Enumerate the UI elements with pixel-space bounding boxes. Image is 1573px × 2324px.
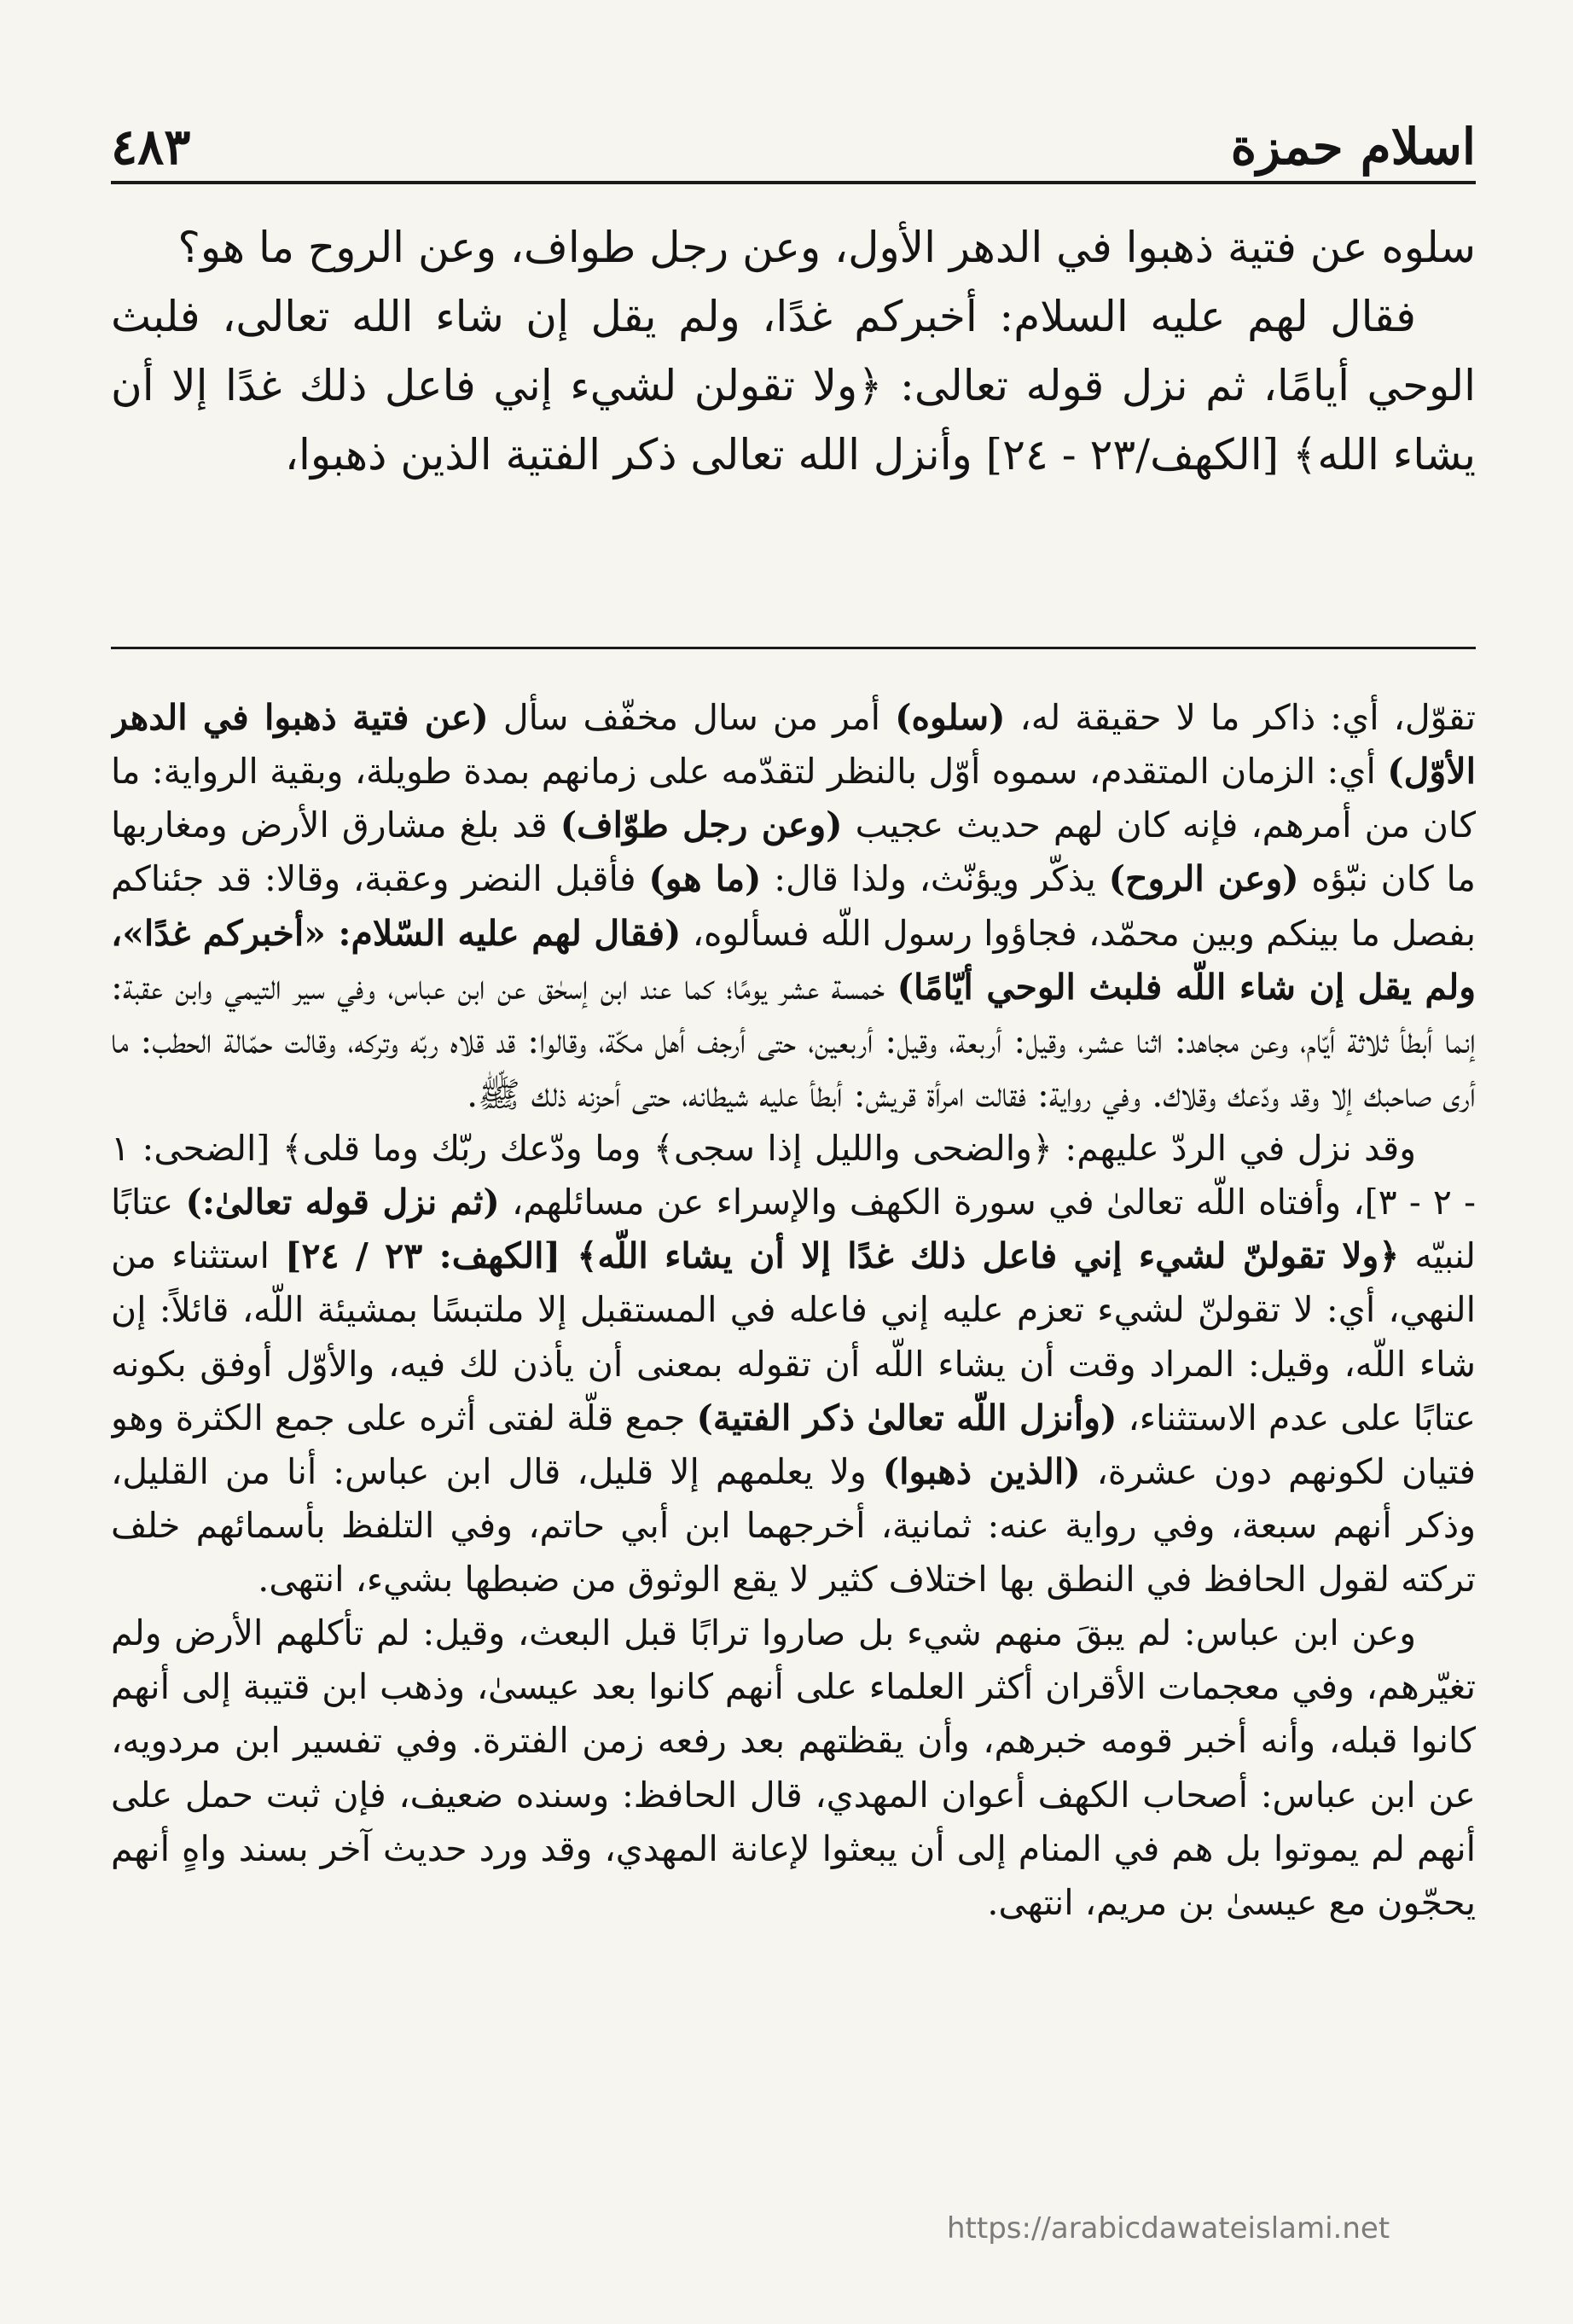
main-paragraph: فقال لهم عليه السلام: أخبركم غدًا، ولم يقل إن شاء الله تعالى، فلبث الوحي أيامًا، ثم نزل قوله تعالى: ﴿ولا تقولن لشيء إني فاعل ذلك غدًا إلا أن يشاء الله﴾ [الكهف/٢٣ - ٢٤] وأنزل الله تعالى ذكر الفتية الذين ذهبوا، [111,292,1476,479]
watermark-url: https://arabicdawateislami.net [947,2211,1390,2246]
commentary-text: قد بلغ مشارق الأرض ومغاربها ما كان نبّؤه [111,805,1476,900]
quoted-phrase: (الذين ذهبوا) [882,1450,1081,1492]
commentary-text: فأقبل النضر وعقبة، وقالا: قد جئناكم بفصل ما بينكم وبين محمّد، فجاؤوا رسول اللّه فسألوه، [111,858,1476,954]
section-divider [111,647,1476,649]
commentary [111,691,1476,2227]
book-page [111,94,1476,2278]
quoted-phrase: (فقال لهم عليه السّلام: «أخبركم غدًا»، ولم يقل إن شاء اللّه فلبث الوحي أيّامًا) [111,912,1476,1008]
main-text [111,213,1476,631]
running-header [111,109,1476,184]
commentary-text: يذكّر ويؤنّث، ولذا قال: [761,858,1109,900]
commentary-text: جمع قلّة لفتى أثره على جمع الكثرة وهو فتيان لكونهم دون عشرة، [111,1397,1476,1492]
quoted-phrase: (ثم نزل قوله تعالىٰ:) [185,1182,500,1223]
quoted-phrase: (سلوه) [895,697,1006,738]
quoted-phrase: (وعن رجل طوّاف) [560,805,843,846]
page-number: ٤٨٣ [111,118,191,176]
commentary-text: تقوّل، أي: ذاكر ما لا حقيقة له، [1005,697,1476,738]
commentary-paragraph: وعن ابن عباس: لم يبقَ منهم شيء بل صاروا ترابًا قبل البعث، وقيل: لم تأكلهم الأرض ولم تغيّرهم، وفي معجمات الأقران أكثر العلماء على أنهم كانوا بعد عيسىٰ، وذهب ابن قتيبة إلى أنهم كانوا قبله، وأنه أخبر قومه خبرهم، وأن يقظتهم بعد رفعه زمن الفترة. وفي تفسير ابن مردويه، عن ابن عباس: أصحاب الكهف أعوان المهدي، قال الحافظ: وسنده ضعيف، فإن ثبت حمل على أنهم لم يموتوا بل هم في المنام إلى أن يبعثوا لإعانة المهدي، وقد ورد حديث آخر بسند واهٍ أنهم يحجّون مع عيسىٰ بن مريم، انتهى. [111,1612,1476,1923]
commentary-text: ولا يعلمهم إلا قليل، قال ابن عباس: أنا من القليل، وذكر أنهم سبعة، وفي رواية عنه: ثمانية، أخرجهما ابن أبي حاتم، وفي التلفظ بأسمائهم خلف تركته لقول الحافظ في النطق بها اختلاف كثير لا يقع الوثوق من ضبطها بشيء، انتهى. [111,1450,1476,1600]
commentary-paragraph [111,691,1476,1122]
commentary-text: خمسة عشر يومًا؛ كما عند ابن إسحٰق عن ابن عباس، وفي سير التيمي وابن عقبة: إنما أبطأ ثلاثة أيّام، وعن مجاهد: اثنا عشر، وقيل: أربعة، وقيل: أربعين، حتى أرجف أهل مكّة، وقالوا: قد قلاه ربّه وتركه، وقالت حمّالة الحطب: ما أرى صاحبك إلا وقد ودّعك وقلاك. وفي رواية: فقالت امرأة قريش: أبطأ عليه شيطانه، حتى أحزنه ذلك ﷺ. [111,966,1476,1115]
quoted-phrase: (ما هو) [648,858,762,900]
quoted-phrase: (وعن الروح) [1108,858,1299,900]
commentary-text: عتابًا لنبيّه [111,1182,1476,1277]
header-rule [111,181,1476,184]
quoted-phrase: (وأنزل اللّه تعالىٰ ذكر الفتية) [696,1397,1117,1438]
commentary-text: أي: الزمان المتقدم، سموه أوّل بالنظر لتقدّمه على زمانهم بمدة طويلة، وبقية الرواية: ما كان من أمرهم، فإنه كان لهم حديث عجيب [111,751,1476,846]
commentary-paragraph [111,1122,1476,1606]
chapter-title: اسلام حمزة [1230,118,1476,176]
commentary-text: أمر من سال مخفّف سأل [488,697,896,738]
quoted-phrase: ﴿ولا تقولنّ لشيء إني فاعل ذلك غدًا إلا أن يشاء اللّه﴾ [الكهف: ٢٣ / ٢٤] [285,1235,1400,1277]
main-paragraph: سلوه عن فتية ذهبوا في الدهر الأول، وعن رجل طواف، وعن الروح ما هو؟ [177,223,1476,272]
quoted-phrase: (عن فتية ذهبوا في الدهر الأوّل) [111,697,1476,793]
commentary-text: استثناء من النهي، أي: لا تقولنّ لشيء تعزم عليه إني فاعله في المستقبل إلا ملتبسًا بمشيئة اللّه، قائلاً: إن شاء اللّه، وقيل: المراد وقت أن يشاء اللّه أن تقوله بمعنى أن يأذن لك فيه، والأوّل أوفق بكونه عتابًا على عدم الاستثناء، [111,1235,1476,1438]
commentary-text: وقد نزل في الردّ عليهم: ﴿والضحى والليل إذا سجى﴾ وما ودّعك ربّك وما قلى﴾ [الضحى: ١ - ٢ - ٣]، وأفتاه اللّه تعالىٰ في سورة الكهف والإسراء عن مسائلهم، [111,1128,1476,1223]
